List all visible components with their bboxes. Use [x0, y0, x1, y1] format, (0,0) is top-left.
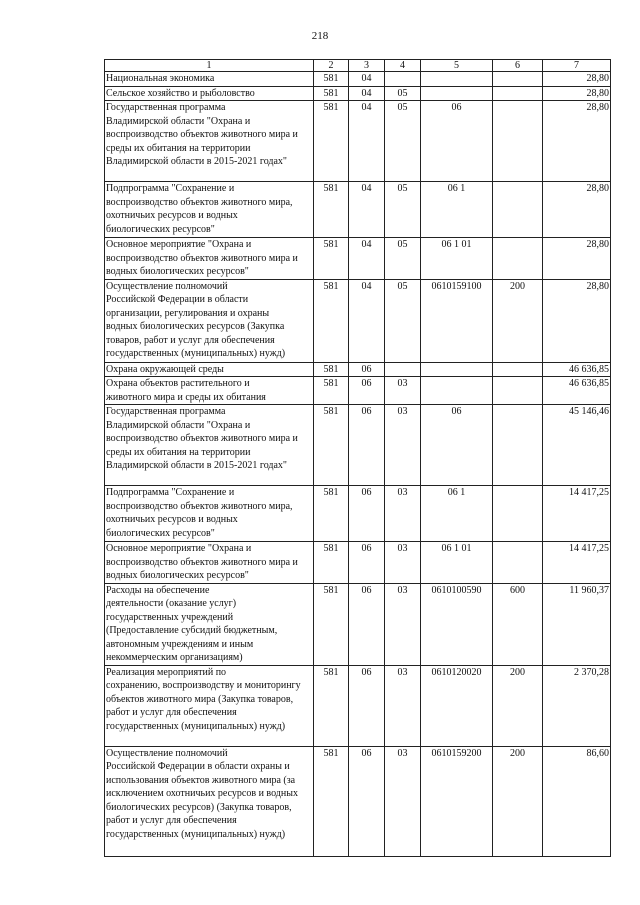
cell-target-article: 06 1 01: [421, 542, 493, 584]
cell-target-article: [421, 86, 493, 101]
table-row: [105, 279, 611, 362]
row-description-text: Охрана объектов растительного и животного мира и среды их обитания: [106, 378, 266, 403]
row-description-text: Государственная программа Владимирской области "Охрана и воспроизводство объектов животного мира и среды их обитания на территории Владимирской области в 2015-2021 годах": [106, 102, 298, 167]
cell-expense-type: [493, 86, 543, 101]
cell-target-article: 06 1: [421, 182, 493, 238]
row-description: [105, 377, 314, 405]
cell-section-code: 04: [349, 86, 385, 101]
cell-section-code: 04: [349, 279, 385, 362]
row-description: [105, 405, 314, 486]
cell-amount: 2 370,28: [543, 665, 611, 746]
cell-amount: 28,80: [543, 238, 611, 280]
row-description: [105, 542, 314, 584]
table-row: [105, 486, 611, 542]
table-row: [105, 542, 611, 584]
cell-subsection-code: 03: [385, 377, 421, 405]
cell-amount: 28,80: [543, 72, 611, 87]
row-description: [105, 86, 314, 101]
table-row: [105, 101, 611, 182]
cell-amount: 28,80: [543, 279, 611, 362]
cell-expense-type: [493, 101, 543, 182]
row-description-text: Сельское хозяйство и рыболовство: [106, 87, 255, 99]
cell-subsection-code: 05: [385, 101, 421, 182]
table-row: [105, 746, 611, 856]
cell-expense-type: 200: [493, 279, 543, 362]
cell-section-code: 06: [349, 362, 385, 377]
cell-amount: 28,80: [543, 101, 611, 182]
cell-ministry-code: 581: [314, 72, 349, 87]
cell-target-article: [421, 72, 493, 87]
table-row: [105, 72, 611, 87]
cell-subsection-code: 05: [385, 182, 421, 238]
cell-expense-type: 200: [493, 665, 543, 746]
cell-expense-type: [493, 238, 543, 280]
row-description-text: Национальная экономика: [106, 73, 215, 84]
row-description-text: Подпрограмма "Сохранение и воспроизводство объектов животного мира, охотничьих ресурсов и водных биологических ресурсов": [106, 487, 293, 539]
cell-expense-type: [493, 72, 543, 87]
row-description: [105, 279, 314, 362]
table-row: [105, 583, 611, 665]
cell-amount: 46 636,85: [543, 362, 611, 377]
cell-expense-type: [493, 362, 543, 377]
cell-section-code: 06: [349, 405, 385, 486]
cell-target-article: 0610100590: [421, 583, 493, 665]
cell-ministry-code: 581: [314, 746, 349, 856]
cell-section-code: 06: [349, 665, 385, 746]
cell-ministry-code: 581: [314, 238, 349, 280]
cell-expense-type: [493, 405, 543, 486]
cell-section-code: 06: [349, 377, 385, 405]
cell-ministry-code: 581: [314, 86, 349, 101]
cell-subsection-code: [385, 72, 421, 87]
cell-subsection-code: 05: [385, 238, 421, 280]
row-description-text: Основное мероприятие "Охрана и воспроизводство объектов животного мира и водных биологических ресурсов": [106, 239, 298, 277]
cell-amount: 28,80: [543, 86, 611, 101]
row-description-text: Осуществление полномочий Российской Федерации в области организации, регулирования и охраны водных биологических ресурсов (Закупка товаров, работ и услуг для обеспечения государственных (муниципальных) нужд): [106, 280, 286, 359]
cell-section-code: 06: [349, 746, 385, 856]
budget-table: [104, 59, 611, 857]
column-header-6: 6: [493, 60, 543, 72]
cell-ministry-code: 581: [314, 377, 349, 405]
row-description-text: Подпрограмма "Сохранение и воспроизводство объектов животного мира, охотничьих ресурсов и водных биологических ресурсов": [106, 183, 293, 235]
cell-ministry-code: 581: [314, 486, 349, 542]
table-header-row: [105, 60, 611, 72]
cell-subsection-code: 03: [385, 583, 421, 665]
cell-target-article: 0610120020: [421, 665, 493, 746]
row-description: [105, 238, 314, 280]
row-description: [105, 486, 314, 542]
table-row: [105, 362, 611, 377]
cell-target-article: 06: [421, 405, 493, 486]
cell-target-article: 0610159100: [421, 279, 493, 362]
cell-target-article: 06 1: [421, 486, 493, 542]
page-number: 218: [311, 30, 329, 42]
row-description-text: Осуществление полномочий Российской Федерации в области охраны и использования объектов животного мира (за исключением охотничьих ресурсов и водных биологических ресурсов) (Закупка товаров, работ и услуг для обеспечения государственных (муниципальных) нужд): [106, 747, 298, 840]
cell-subsection-code: 05: [385, 86, 421, 101]
cell-amount: 14 417,25: [543, 542, 611, 584]
cell-section-code: 06: [349, 542, 385, 584]
row-description: [105, 101, 314, 182]
row-description: [105, 182, 314, 238]
cell-amount: 46 636,85: [543, 377, 611, 405]
cell-expense-type: [493, 182, 543, 238]
table-row: [105, 182, 611, 238]
row-description-text: Реализация мероприятий по сохранению, воспроизводству и мониторингу объектов животного мира (Закупка товаров, работ и услуг для обеспечения государственных (муниципальных) нужд): [106, 666, 301, 732]
table-row: [105, 665, 611, 746]
row-description: [105, 583, 314, 665]
cell-ministry-code: 581: [314, 542, 349, 584]
column-header-2: 2: [314, 60, 349, 72]
cell-subsection-code: [385, 362, 421, 377]
cell-subsection-code: 03: [385, 746, 421, 856]
cell-ministry-code: 581: [314, 362, 349, 377]
cell-target-article: 0610159200: [421, 746, 493, 856]
cell-target-article: [421, 362, 493, 377]
cell-section-code: 04: [349, 101, 385, 182]
cell-ministry-code: 581: [314, 665, 349, 746]
row-description: [105, 665, 314, 746]
cell-amount: 86,60: [543, 746, 611, 856]
column-header-7: 7: [543, 60, 611, 72]
table-row: [105, 405, 611, 486]
cell-amount: 11 960,37: [543, 583, 611, 665]
cell-expense-type: 600: [493, 583, 543, 665]
row-description-text: Основное мероприятие "Охрана и воспроизводство объектов животного мира и водных биологических ресурсов": [106, 543, 298, 581]
cell-ministry-code: 581: [314, 583, 349, 665]
row-description-text: Расходы на обеспечение деятельности (оказание услуг) государственных учреждений (Предоставление субсидий бюджетным, автономным учреждениям и иным некоммерческим организациям): [106, 584, 278, 663]
cell-subsection-code: 03: [385, 542, 421, 584]
cell-section-code: 04: [349, 182, 385, 238]
column-header-4: 4: [385, 60, 421, 72]
column-header-3: 3: [349, 60, 385, 72]
cell-target-article: [421, 377, 493, 405]
column-header-1: 1: [105, 60, 314, 72]
cell-section-code: 04: [349, 238, 385, 280]
cell-subsection-code: 05: [385, 279, 421, 362]
cell-subsection-code: 03: [385, 486, 421, 542]
cell-expense-type: 200: [493, 746, 543, 856]
cell-section-code: 06: [349, 583, 385, 665]
cell-expense-type: [493, 486, 543, 542]
cell-ministry-code: 581: [314, 405, 349, 486]
cell-expense-type: [493, 542, 543, 584]
row-description: [105, 72, 314, 87]
cell-section-code: 06: [349, 486, 385, 542]
cell-expense-type: [493, 377, 543, 405]
cell-ministry-code: 581: [314, 279, 349, 362]
row-description-text: Государственная программа Владимирской области "Охрана и воспроизводство объектов животного мира и среды их обитания на территории Владимирской области в 2015-2021 годах": [106, 406, 298, 471]
cell-subsection-code: 03: [385, 405, 421, 486]
cell-amount: 45 146,46: [543, 405, 611, 486]
table-row: [105, 238, 611, 280]
cell-target-article: 06 1 01: [421, 238, 493, 280]
cell-ministry-code: 581: [314, 182, 349, 238]
cell-ministry-code: 581: [314, 101, 349, 182]
row-description: [105, 362, 314, 377]
row-description-text: Охрана окружающей среды: [106, 363, 224, 375]
row-description: [105, 746, 314, 856]
cell-target-article: 06: [421, 101, 493, 182]
column-header-5: 5: [421, 60, 493, 72]
cell-section-code: 04: [349, 72, 385, 87]
cell-subsection-code: 03: [385, 665, 421, 746]
table-row: [105, 377, 611, 405]
cell-amount: 14 417,25: [543, 486, 611, 542]
table-row: [105, 86, 611, 101]
cell-amount: 28,80: [543, 182, 611, 238]
